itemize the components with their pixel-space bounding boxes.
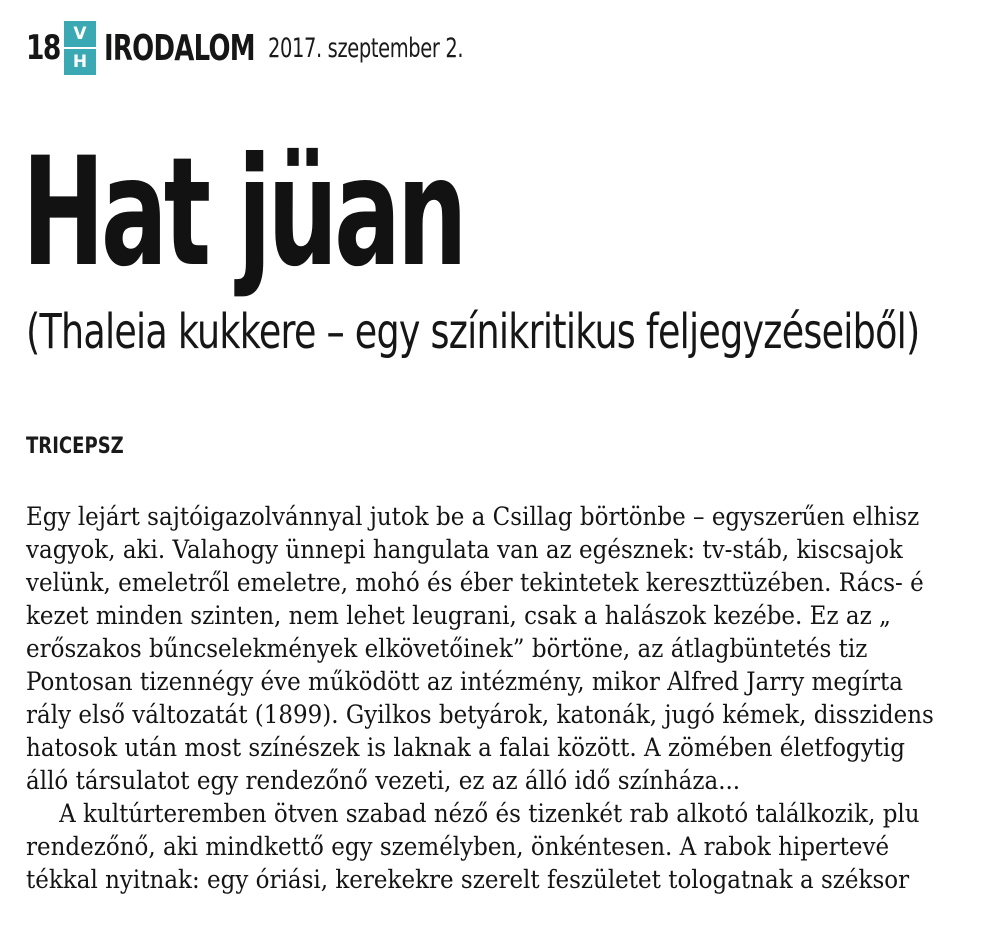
article-author: TRICEPSZ — [26, 434, 124, 459]
article-title: Hat jüan — [22, 126, 464, 300]
issue-date: 2017. szeptember 2. — [268, 32, 464, 64]
page-number: 18 — [26, 28, 60, 68]
vh-logo — [64, 21, 96, 75]
body-line: Pontosan tizennégy éve működött az intézmény, mikor Alfred Jarry megírta — [26, 667, 903, 696]
body-line: vagyok, aki. Valahogy ünnepi hangulata van az egésznek: tv-stáb, kiscsajok — [26, 535, 903, 564]
body-line: álló társulatot egy rendezőnő vezeti, ez az álló idő színháza... — [26, 766, 741, 795]
section-title: IRODALOM — [104, 27, 255, 69]
body-line: hatosok után most színészek is laknak a falai között. A zömében életfogytig — [26, 733, 905, 762]
body-line: Egy lejárt sajtóigazolvánnyal jutok be a Csillag börtönbe – egyszerűen elhisz — [26, 502, 920, 531]
body-line: rendezőnő, aki mindkettő egy személyben, önkéntesen. A rabok hipertevé — [26, 832, 890, 861]
body-line: A kultúrteremben ötven szabad néző és tizenkét rab alkotó találkozik, plu — [59, 799, 920, 828]
body-line: tékkal nyitnak: egy óriási, kerekekre szerelt feszületet tologatnak a széksor — [26, 865, 910, 894]
body-line: rály első változatát (1899). Gyilkos betyárok, katonák, jugó kémek, disszidens — [26, 700, 934, 729]
article-subtitle: (Thaleia kukkere – egy színikritikus feljegyzéseiből) — [26, 304, 920, 360]
logo-letter-bottom: H — [64, 47, 96, 75]
body-line: kezet minden szinten, nem lehet leugrani, csak a halászok kezébe. Ez az „ — [26, 601, 891, 630]
body-line: velünk, emeletről emeletre, mohó és éber tekintetek kereszttüzében. Rács- é — [26, 568, 924, 597]
page-header — [26, 20, 539, 76]
article-body — [26, 500, 1000, 896]
logo-letter-top: V — [64, 21, 96, 47]
body-line: erőszakos bűncselekmények elkövetőinek” börtöne, az átlagbüntetés tiz — [26, 634, 868, 663]
